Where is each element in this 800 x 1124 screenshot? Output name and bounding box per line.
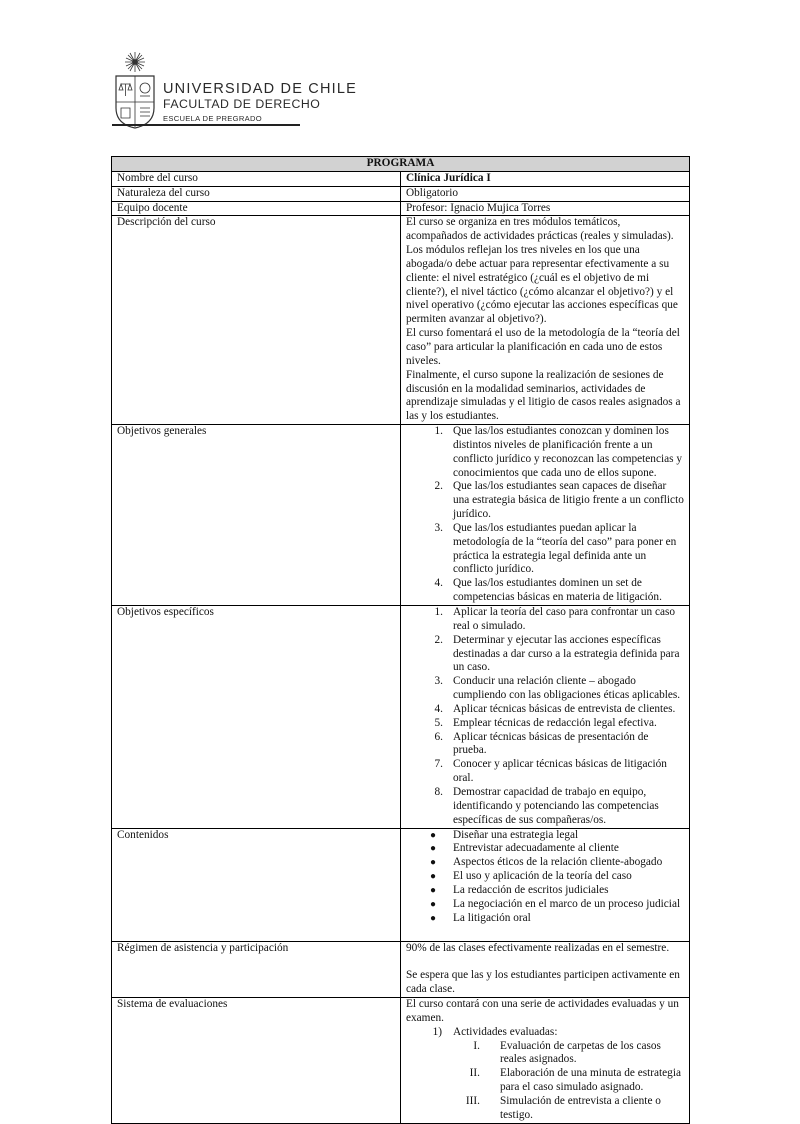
- list-item: 5. Emplear técnicas de redacción legal efectiva.: [434, 716, 657, 729]
- table-row-description: [112, 216, 690, 425]
- table-row-team: [112, 201, 690, 216]
- table-row-evaluation: [112, 998, 690, 1124]
- row-label: Contenidos: [112, 828, 401, 941]
- list-item: I. Evaluación de carpetas de los casos reales asignados.: [473, 1039, 661, 1066]
- description-paragraph: El curso se organiza en tres módulos temáticos, acompañados de actividades prácticas (reales y simuladas). Los módulos reflejan los tres niveles en los que una abogada/o debe actuar para representar efectivamente a su cliente: el nivel estratégico (¿cuál es el objetivo de mi cliente?), el nivel táctico (¿cómo alcanzar el objetivo?) y el nivel operativo (¿cómo ejecutar las acciones específicas que permiten avanzar al objetivo?).: [406, 216, 678, 326]
- list-item: 6. Aplicar técnicas básicas de presentación de prueba.: [434, 730, 649, 757]
- list-item: 4. Aplicar técnicas básicas de entrevista de clientes.: [434, 702, 676, 715]
- list-item: II. Elaboración de una minuta de estrategia para el caso simulado asignado.: [469, 1067, 681, 1094]
- institution-text: [163, 81, 357, 125]
- description-paragraph: El curso fomentará el uso de la metodología de la “teoría del caso” para articular la planificación en cada uno de estos niveles.: [406, 327, 680, 367]
- list-item: 3. Que las/los estudiantes puedan aplicar la metodología de la “teoría del caso” para poner en práctica la estrategia legal definida ante un conflicto jurídico.: [434, 521, 677, 576]
- university-name: UNIVERSIDAD DE CHILE: [163, 81, 358, 97]
- header-divider: [112, 124, 300, 126]
- table-row-course-name: [112, 171, 690, 186]
- list-item: 8. Demostrar capacidad de trabajo en equipo, identificando y potenciando las competencias específicas de sus compañeras/os.: [434, 785, 659, 826]
- list-item: 4. Que las/los estudiantes dominen un set de competencias básicas en materia de litigación.: [434, 577, 662, 604]
- team-value: Profesor: Ignacio Mujica Torres: [401, 201, 690, 216]
- evaluation-subheading: 1) Actividades evaluadas:: [432, 1025, 558, 1038]
- row-label: Naturaleza del curso: [112, 186, 401, 201]
- list-item: ● Aspectos éticos de la relación cliente-abogado: [430, 856, 663, 869]
- list-item: 2. Que las/los estudiantes sean capaces de diseñar una estrategia básica de litigio frente a un conflicto jurídico.: [434, 480, 684, 521]
- school-name: ESCUELA DE PREGRADO: [163, 114, 262, 123]
- attendance-requirement: 90% de las clases efectivamente realizadas en el semestre.: [406, 941, 670, 954]
- table-row-attendance: [112, 941, 690, 998]
- program-title-row: [112, 157, 690, 172]
- list-item: 2. Determinar y ejecutar las acciones específicas destinadas a dar curso a la estrategia definida para un caso.: [434, 633, 680, 674]
- general-objectives-list: [406, 425, 684, 605]
- list-item: III. Simulación de entrevista a cliente o testigo.: [465, 1094, 661, 1121]
- participation-expectation: Se espera que las y los estudiantes participen activamente en cada clase.: [406, 969, 680, 996]
- institution-header: [112, 50, 358, 130]
- evaluation-list: [406, 1040, 684, 1123]
- list-item: 7. Conocer y aplicar técnicas básicas de litigación oral.: [434, 758, 667, 785]
- description-paragraph: Finalmente, el curso supone la realización de sesiones de discusión en la modalidad seminarios, actividades de aprendizaje simuladas y el litigio de casos reales asignados a las y los estudiantes.: [406, 368, 681, 423]
- evaluation-intro: El curso contará con una serie de actividades evaluadas y un examen.: [406, 998, 679, 1024]
- contents-value: [401, 828, 690, 941]
- list-item: ● La negociación en el marco de un proceso judicial: [430, 897, 681, 910]
- table-row-contents: [112, 828, 690, 941]
- row-label: Objetivos generales: [112, 425, 401, 606]
- table-row-nature: [112, 186, 690, 201]
- list-item: ● La litigación oral: [430, 911, 531, 924]
- attendance-value: [401, 941, 690, 998]
- list-item: 1. Que las/los estudiantes conozcan y dominen los distintos niveles de planificación frente a un conflicto jurídico y reconozcan las competencias y conocimientos que cada uno de ellos supone.: [434, 425, 682, 479]
- list-item: ● La redacción de escritos judiciales: [430, 883, 609, 896]
- university-emblem-icon: [112, 50, 158, 130]
- general-objectives-value: [401, 425, 690, 606]
- row-label: Objetivos específicos: [112, 606, 401, 829]
- table-row-specific-objectives: [112, 606, 690, 829]
- row-label: Descripción del curso: [112, 216, 401, 425]
- course-name-value: Clínica Jurídica I: [401, 171, 690, 186]
- contents-list: [406, 829, 684, 926]
- evaluation-value: [401, 998, 690, 1124]
- row-label: Sistema de evaluaciones: [112, 998, 401, 1124]
- list-item: ● Entrevistar adecuadamente al cliente: [430, 842, 619, 855]
- table-row-general-objectives: [112, 425, 690, 606]
- specific-objectives-value: [401, 606, 690, 829]
- faculty-name: FACULTAD DE DERECHO: [163, 97, 321, 111]
- list-item: 3. Conducir una relación cliente – abogado cumpliendo con las obligaciones éticas aplicables.: [434, 675, 681, 702]
- specific-objectives-list: [406, 606, 684, 828]
- row-label: Nombre del curso: [112, 171, 401, 186]
- nature-value: Obligatorio: [401, 186, 690, 201]
- list-item: ● El uso y aplicación de la teoría del caso: [430, 870, 632, 883]
- list-item: ● Diseñar una estrategia legal: [430, 828, 579, 841]
- row-label: Equipo docente: [112, 201, 401, 216]
- list-item: 1. Aplicar la teoría del caso para confrontar un caso real o simulado.: [434, 606, 676, 632]
- program-table: [111, 156, 690, 1124]
- row-label: Régimen de asistencia y participación: [112, 941, 401, 998]
- program-title: PROGRAMA: [112, 157, 690, 172]
- description-value: [401, 216, 690, 425]
